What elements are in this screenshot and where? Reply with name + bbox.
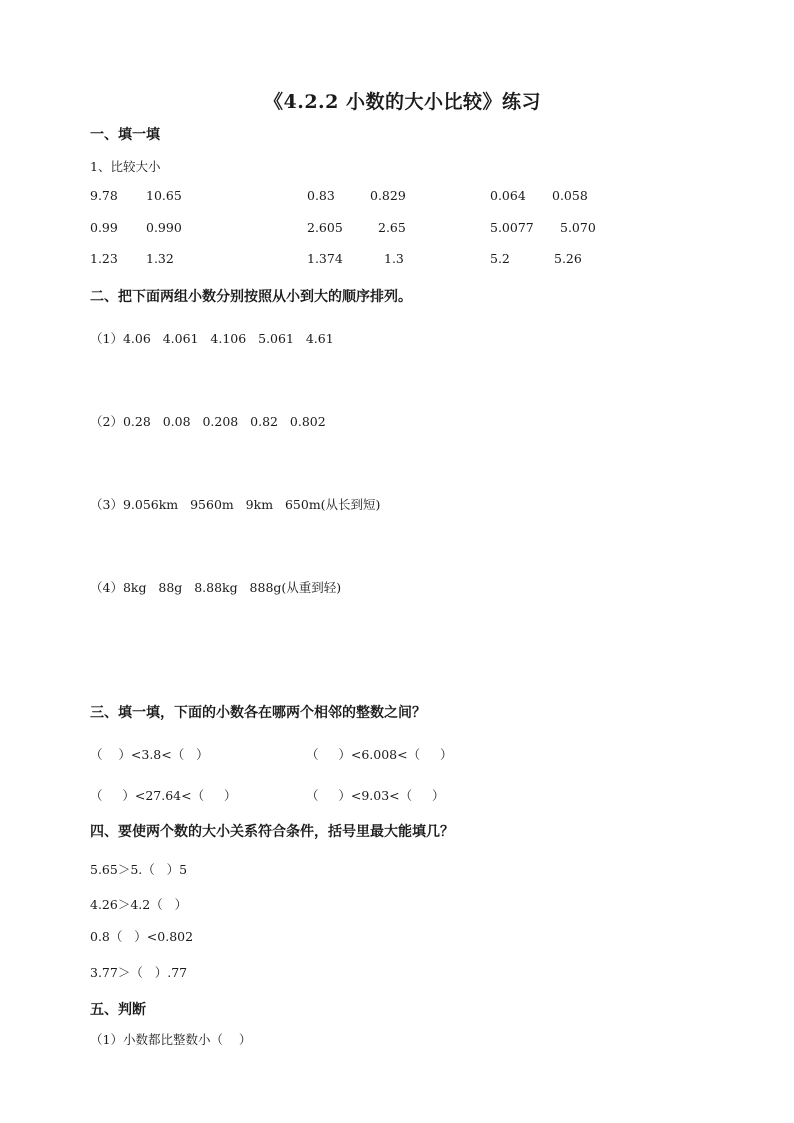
compare-value: 1.374 [307, 251, 343, 266]
max-digit-item: 5.65＞5.（ ）5 [90, 862, 188, 877]
compare-value: 2.65 [378, 220, 406, 235]
compare-value: 1.3 [384, 251, 404, 266]
max-digit-item: 3.77＞（ ）.77 [90, 965, 188, 980]
sort-item: （4）8kg 88g 8.88kg 888g(从重到轻) [90, 580, 342, 595]
section-2-heading: 二、把下面两组小数分别按照从小到大的顺序排列。 [90, 289, 412, 305]
compare-value: 2.605 [307, 220, 343, 235]
compare-value: 5.0077 [490, 220, 534, 235]
section-3-heading: 三、填一填，下面的小数各在哪两个相邻的整数之间？ [90, 705, 426, 721]
compare-value: 0.058 [552, 188, 588, 203]
between-item: （ ）<6.008<（ ） [306, 747, 453, 762]
section-5-heading: 五、判断 [90, 1002, 146, 1018]
compare-value: 10.65 [146, 188, 182, 203]
compare-value: 5.26 [554, 251, 582, 266]
compare-value: 9.78 [90, 188, 118, 203]
compare-value: 0.990 [146, 220, 182, 235]
compare-value: 5.2 [490, 251, 510, 266]
section-1-heading: 一、填一填 [90, 127, 160, 143]
between-item: （ ）<9.03<（ ） [306, 788, 445, 803]
section-4-heading: 四、要使两个数的大小关系符合条件，括号里最大能填几？ [90, 824, 454, 840]
max-digit-item: 0.8（ ）<0.802 [90, 929, 194, 944]
sort-item: （2）0.28 0.08 0.208 0.82 0.802 [90, 414, 326, 429]
compare-value: 0.99 [90, 220, 118, 235]
sort-item: （3）9.056km 9560m 9km 650m(从长到短) [90, 497, 381, 512]
compare-value: 1.23 [90, 251, 118, 266]
page-title: 《4.2.2 小数的大小比较》练习 [264, 91, 542, 113]
compare-value: 0.064 [490, 188, 526, 203]
compare-value: 0.829 [370, 188, 406, 203]
sort-item: （1）4.06 4.061 4.106 5.061 4.61 [90, 331, 334, 346]
compare-value: 1.32 [146, 251, 174, 266]
between-item: （ ）<27.64<（ ） [90, 788, 237, 803]
between-item: （ ）<3.8<（ ） [90, 747, 209, 762]
max-digit-item: 4.26＞4.2（ ） [90, 897, 188, 912]
compare-value: 5.070 [560, 220, 596, 235]
judge-item: （1）小数都比整数小（ ） [90, 1032, 252, 1047]
section-1-subheading: 1、比较大小 [90, 159, 161, 174]
compare-value: 0.83 [307, 188, 335, 203]
